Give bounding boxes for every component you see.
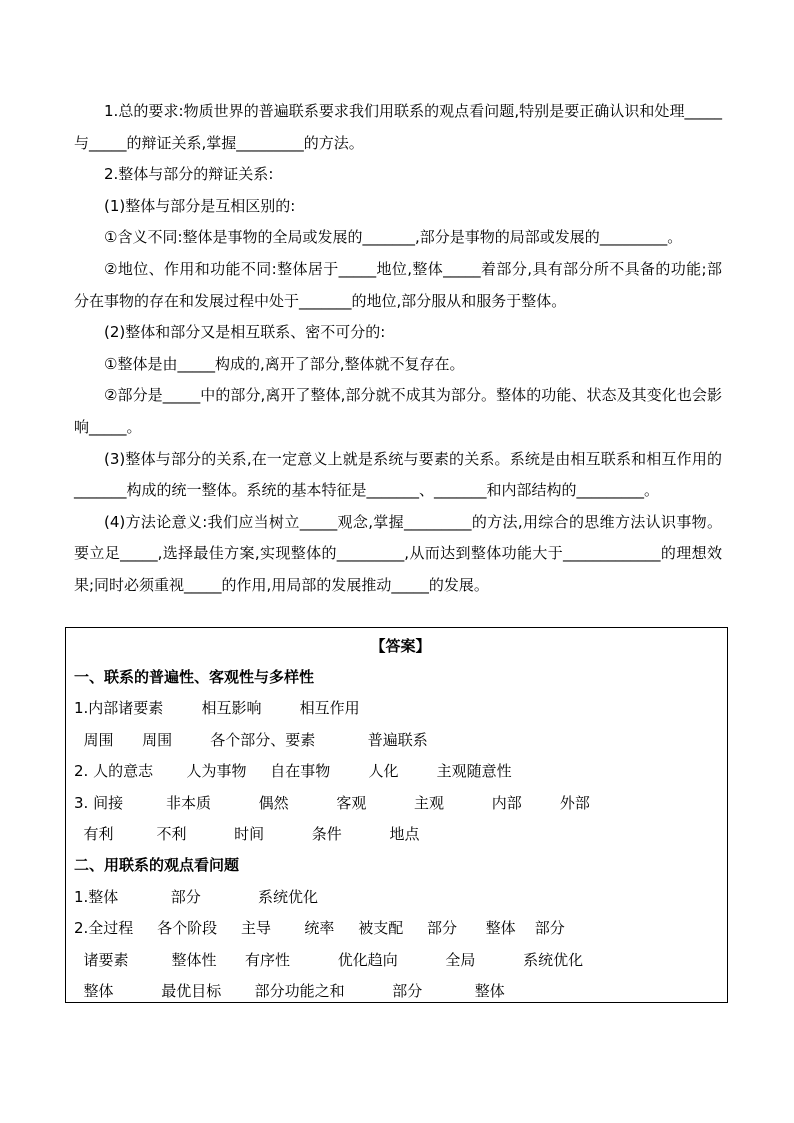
answer-line: 3. 间接 非本质 偶然 客观 主观 内部 外部: [74, 793, 590, 812]
question-section: [74, 96, 722, 602]
answer-line: 诸要素 整体性 有序性 优化趋向 全局 系统优化: [74, 950, 584, 969]
answer-line: 2. 人的意志 人为事物 自在事物 人化 主观随意性: [74, 762, 512, 781]
question-paragraph: ②地位、作用和功能不同:整体居于_____地位,整体_____着部分,具有部分所不具备的功能;部分在事物的存在和发展过程中处于_______的地位,部分服从和服务于整体。: [74, 259, 722, 310]
answer-line: 1.内部诸要素 相互影响 相互作用: [74, 699, 360, 718]
answer-line: 1.整体 部分 系统优化: [74, 887, 318, 906]
question-paragraph: ①含义不同:整体是事物的全局或发展的_______,部分是事物的局部或发展的_________。: [104, 228, 683, 247]
question-paragraph: (1)整体与部分是互相区别的:: [104, 196, 296, 215]
answer-heading: 一、联系的普遍性、客观性与多样性: [74, 668, 315, 686]
question-paragraph: (2)整体和部分又是相互联系、密不可分的:: [104, 323, 386, 342]
question-paragraph: (4)方法论意义:我们应当树立_____观念,掌握_________的方法,用综合的思维方法认识事物。要立足_____,选择最佳方案,实现整体的_________,从而达到整体功能大于_____________的理想效果;同时必须重视_____的作用,用局部的发展推动_____的发展。: [74, 512, 722, 594]
question-paragraph: 1.总的要求:物质世界的普遍联系要求我们用联系的观点看问题,特别是要正确认识和处理_____与_____的辩证关系,掌握_________的方法。: [74, 102, 722, 152]
question-paragraph: 2.整体与部分的辩证关系:: [104, 165, 274, 184]
question-paragraph: ①整体是由_____构成的,离开了部分,整体就不复存在。: [104, 354, 465, 373]
question-paragraph: ②部分是_____中的部分,离开了整体,部分就不成其为部分。整体的功能、状态及其变化也会影响_____。: [74, 386, 722, 436]
answer-line: 周围 周围 各个部分、要素 普遍联系: [74, 730, 428, 749]
question-paragraph: (3)整体与部分的关系,在一定意义上就是系统与要素的关系。系统是由相互联系和相互作用的_______构成的统一整体。系统的基本特征是_______、_______和内部结构的_________。: [74, 449, 722, 500]
answer-line: 2.全过程 各个阶段 主导 统率 被支配 部分 整体 部分: [74, 919, 565, 938]
answer-title: 【答案】: [370, 637, 431, 655]
answer-line: 有利 不利 时间 条件 地点: [74, 824, 420, 843]
answer-heading: 二、用联系的观点看问题: [74, 856, 240, 875]
answer-line: 整体 最优目标 部分功能之和 部分 整体: [74, 981, 505, 1000]
answer-box: [65, 627, 728, 1003]
